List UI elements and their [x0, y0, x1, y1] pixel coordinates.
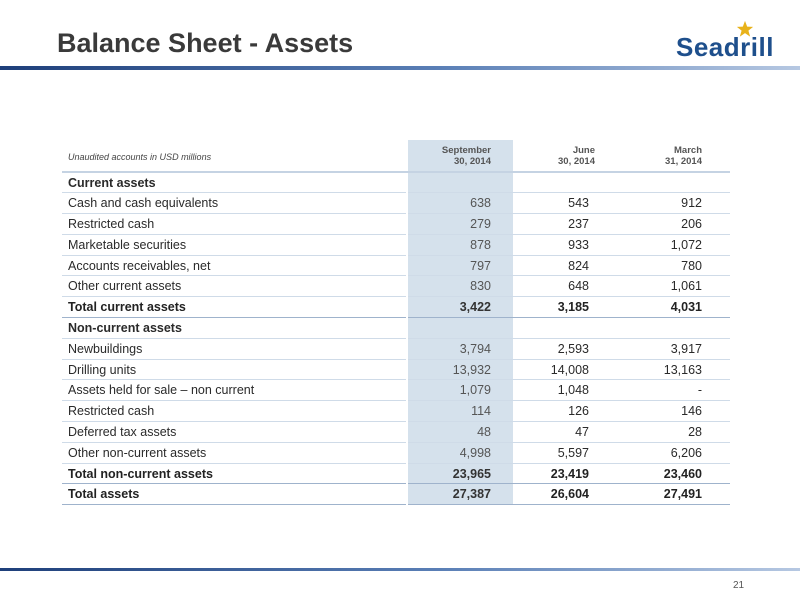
table-row: Deferred tax assets 48 47 28: [62, 422, 730, 443]
table-row: Drilling units 13,932 14,008 13,163: [62, 359, 730, 380]
table-row: Other non-current assets 4,998 5,597 6,206: [62, 442, 730, 463]
table-header-row: [62, 140, 730, 172]
footer-divider: [0, 568, 800, 571]
column-header-june: June 30, 2014: [513, 140, 613, 172]
table-row: Assets held for sale – non current 1,079 1,048 -: [62, 380, 730, 401]
table-row: Marketable securities 878 933 1,072: [62, 234, 730, 255]
column-header-march: March 31, 2014: [613, 140, 730, 172]
total-assets-row: Total assets 27,387 26,604 27,491: [62, 484, 730, 505]
total-noncurrent-row: Total non-current assets 23,965 23,419 23,460: [62, 463, 730, 484]
section-header-noncurrent: Non-current assets: [62, 318, 730, 339]
table-row: Restricted cash 279 237 206: [62, 214, 730, 235]
header-divider: [0, 66, 800, 70]
table-note: Unaudited accounts in USD millions: [62, 140, 407, 172]
table-row: Accounts receivables, net 797 824 780: [62, 255, 730, 276]
table-row: Restricted cash 114 126 146: [62, 401, 730, 422]
column-header-september: September 30, 2014: [407, 140, 513, 172]
table-row: Newbuildings 3,794 2,593 3,917: [62, 338, 730, 359]
page-title: Balance Sheet - Assets: [57, 28, 354, 58]
star-icon: [736, 20, 754, 38]
table-row: Cash and cash equivalents 638 543 912: [62, 193, 730, 214]
section-header-current: Current assets: [62, 172, 730, 193]
logo-text: Seadrill: [676, 32, 774, 62]
seadrill-logo: [676, 22, 776, 62]
table-row: Other current assets 830 648 1,061: [62, 276, 730, 297]
balance-sheet-table: [62, 140, 730, 505]
page-number: 21: [733, 580, 745, 591]
total-current-row: Total current assets 3,422 3,185 4,031: [62, 297, 730, 318]
